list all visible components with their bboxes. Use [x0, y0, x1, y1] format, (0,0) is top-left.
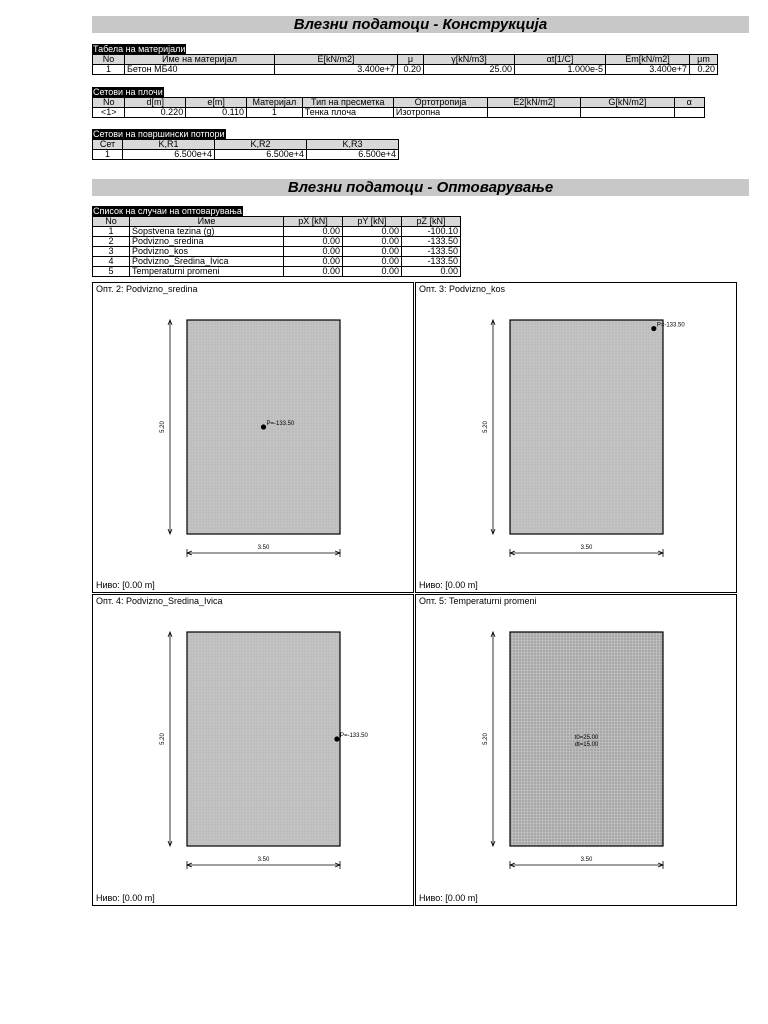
header-cell: α	[674, 98, 704, 108]
table-cell: 2	[93, 237, 130, 247]
table-row	[93, 65, 718, 75]
loadcases-table	[92, 216, 461, 277]
table-cell: 0.00	[284, 257, 343, 267]
table-cell: -133.50	[402, 237, 461, 247]
header-cell: No	[93, 55, 125, 65]
plates-table	[92, 97, 705, 118]
table-cell: Podvizno_Sredina_Ivica	[130, 257, 284, 267]
table-header-row	[93, 217, 461, 227]
plate-rect	[510, 320, 663, 534]
table-cell	[581, 108, 674, 118]
table-cell: 3.400e+7	[275, 65, 398, 75]
table-row	[93, 227, 461, 237]
table-cell: 0.20	[398, 65, 424, 75]
plate-rect	[187, 632, 340, 846]
dimension-label-width: 3.50	[257, 545, 270, 551]
table-row	[93, 108, 705, 118]
table-cell: 1	[93, 150, 123, 160]
table-cell: Temperaturni promeni	[130, 267, 284, 277]
panel-level: Ниво: [0.00 m]	[96, 580, 155, 590]
load-label: P=-133.50	[266, 421, 295, 427]
table-cell: Изотропна	[393, 108, 487, 118]
header-cell: K,R2	[215, 140, 307, 150]
plate-drawing	[93, 595, 415, 907]
table-header-row	[93, 55, 718, 65]
panel-title: Опт. 5: Temperaturni promeni	[419, 596, 537, 606]
loadcases-caption: Список на случаи на оптоварувања	[93, 206, 242, 216]
table-row	[93, 247, 461, 257]
header-cell: e[m]	[186, 98, 247, 108]
load-panel	[415, 282, 737, 593]
panel-level: Ниво: [0.00 m]	[96, 893, 155, 903]
table-cell: 0.00	[284, 237, 343, 247]
header-cell: pZ [kN]	[402, 217, 461, 227]
panel-level: Ниво: [0.00 m]	[419, 893, 478, 903]
table-cell: 0.00	[343, 247, 402, 257]
table-cell: 0.00	[343, 267, 402, 277]
panel-title: Опт. 3: Podvizno_kos	[419, 284, 506, 294]
header-cell: γ[kN/m3]	[424, 55, 515, 65]
plate-drawing	[416, 283, 738, 594]
table-cell: 1	[93, 65, 125, 75]
materials-table	[92, 54, 718, 75]
header-cell: No	[93, 217, 130, 227]
plates-caption: Сетови на плочи	[93, 87, 163, 97]
header-cell: Материјал	[246, 98, 302, 108]
section-title-construction: Влезни податоци - Конструкција	[92, 16, 749, 33]
table-cell: 0.00	[343, 257, 402, 267]
table-cell: -133.50	[402, 257, 461, 267]
supports-caption: Сетови на површински потпори	[93, 129, 225, 139]
header-cell: μm	[690, 55, 718, 65]
table-cell	[488, 108, 581, 118]
load-label: P=-133.50	[656, 322, 685, 329]
table-cell: 0.00	[343, 227, 402, 237]
header-cell: αt[1/C]	[515, 55, 606, 65]
table-row	[93, 267, 461, 277]
header-cell: Сет	[93, 140, 123, 150]
header-cell: No	[93, 98, 125, 108]
header-cell: K,R1	[123, 140, 215, 150]
table-cell: 0.20	[690, 65, 718, 75]
table-cell: 3.400e+7	[606, 65, 690, 75]
table-header-row	[93, 98, 705, 108]
header-cell: E[kN/m2]	[275, 55, 398, 65]
load-point	[261, 424, 266, 429]
temperature-label: t0=25.00	[574, 735, 599, 741]
dimension-label-width: 3.50	[580, 857, 593, 863]
dimension-label-height: 5.20	[160, 421, 166, 433]
table-cell: 1.000e-5	[515, 65, 606, 75]
table-header-row	[93, 140, 399, 150]
load-label: P=-133.50	[339, 733, 368, 739]
dimension-label-height: 5.20	[483, 733, 489, 745]
table-cell	[674, 108, 704, 118]
panel-title: Опт. 2: Podvizno_sredina	[96, 284, 198, 294]
table-cell: 0.00	[402, 267, 461, 277]
panel-title: Опт. 4: Podvizno_Sredina_Ivica	[96, 596, 223, 606]
dimension-label-width: 3.50	[257, 857, 270, 863]
section-title-loading: Влезни податоци - Оптоварување	[92, 179, 749, 196]
panel-level: Ниво: [0.00 m]	[419, 580, 478, 590]
table-cell: 5	[93, 267, 130, 277]
table-cell: 0.00	[343, 237, 402, 247]
header-cell: Тип на пресметка	[302, 98, 393, 108]
table-cell: 0.00	[284, 227, 343, 237]
table-cell: Sopstvena tezina (g)	[130, 227, 284, 237]
temperature-label: dt=15.00	[574, 742, 599, 748]
header-cell: pX [kN]	[284, 217, 343, 227]
table-cell: 6.500e+4	[307, 150, 399, 160]
header-cell: E2[kN/m2]	[488, 98, 581, 108]
table-cell: 4	[93, 257, 130, 267]
table-cell: <1>	[93, 108, 125, 118]
table-row	[93, 237, 461, 247]
header-cell: G[kN/m2]	[581, 98, 674, 108]
table-cell: Тенка плоча	[302, 108, 393, 118]
table-cell: 25.00	[424, 65, 515, 75]
table-cell: 6.500e+4	[123, 150, 215, 160]
dimension-label-height: 5.20	[160, 733, 166, 745]
materials-caption: Табела на материјали	[93, 44, 186, 54]
load-panel	[415, 594, 737, 906]
table-cell: 0.110	[186, 108, 247, 118]
table-cell: 3	[93, 247, 130, 257]
dimension-label-height: 5.20	[483, 421, 489, 433]
load-point	[334, 736, 339, 741]
load-panel	[92, 282, 414, 593]
supports-table	[92, 139, 399, 160]
load-panel	[92, 594, 414, 906]
plate-drawing	[93, 283, 415, 594]
table-cell: Podvizno_sredina	[130, 237, 284, 247]
table-cell: Podvizno_kos	[130, 247, 284, 257]
table-cell: 0.220	[125, 108, 186, 118]
header-cell: μ	[398, 55, 424, 65]
header-cell: d[m]	[125, 98, 186, 108]
table-cell: 6.500e+4	[215, 150, 307, 160]
table-cell: 1	[246, 108, 302, 118]
table-cell: Бетон МБ40	[125, 65, 275, 75]
header-cell: pY [kN]	[343, 217, 402, 227]
table-cell: -133.50	[402, 247, 461, 257]
table-row	[93, 257, 461, 267]
header-cell: Em[kN/m2]	[606, 55, 690, 65]
header-cell: Име	[130, 217, 284, 227]
header-cell: Име на материјал	[125, 55, 275, 65]
table-cell: -100.10	[402, 227, 461, 237]
header-cell: K,R3	[307, 140, 399, 150]
plate-drawing	[416, 595, 738, 907]
dimension-label-width: 3.50	[580, 545, 593, 551]
table-cell: 0.00	[284, 267, 343, 277]
table-cell: 1	[93, 227, 130, 237]
header-cell: Ортотропија	[393, 98, 487, 108]
table-row	[93, 150, 399, 160]
load-point	[651, 326, 656, 331]
table-cell: 0.00	[284, 247, 343, 257]
